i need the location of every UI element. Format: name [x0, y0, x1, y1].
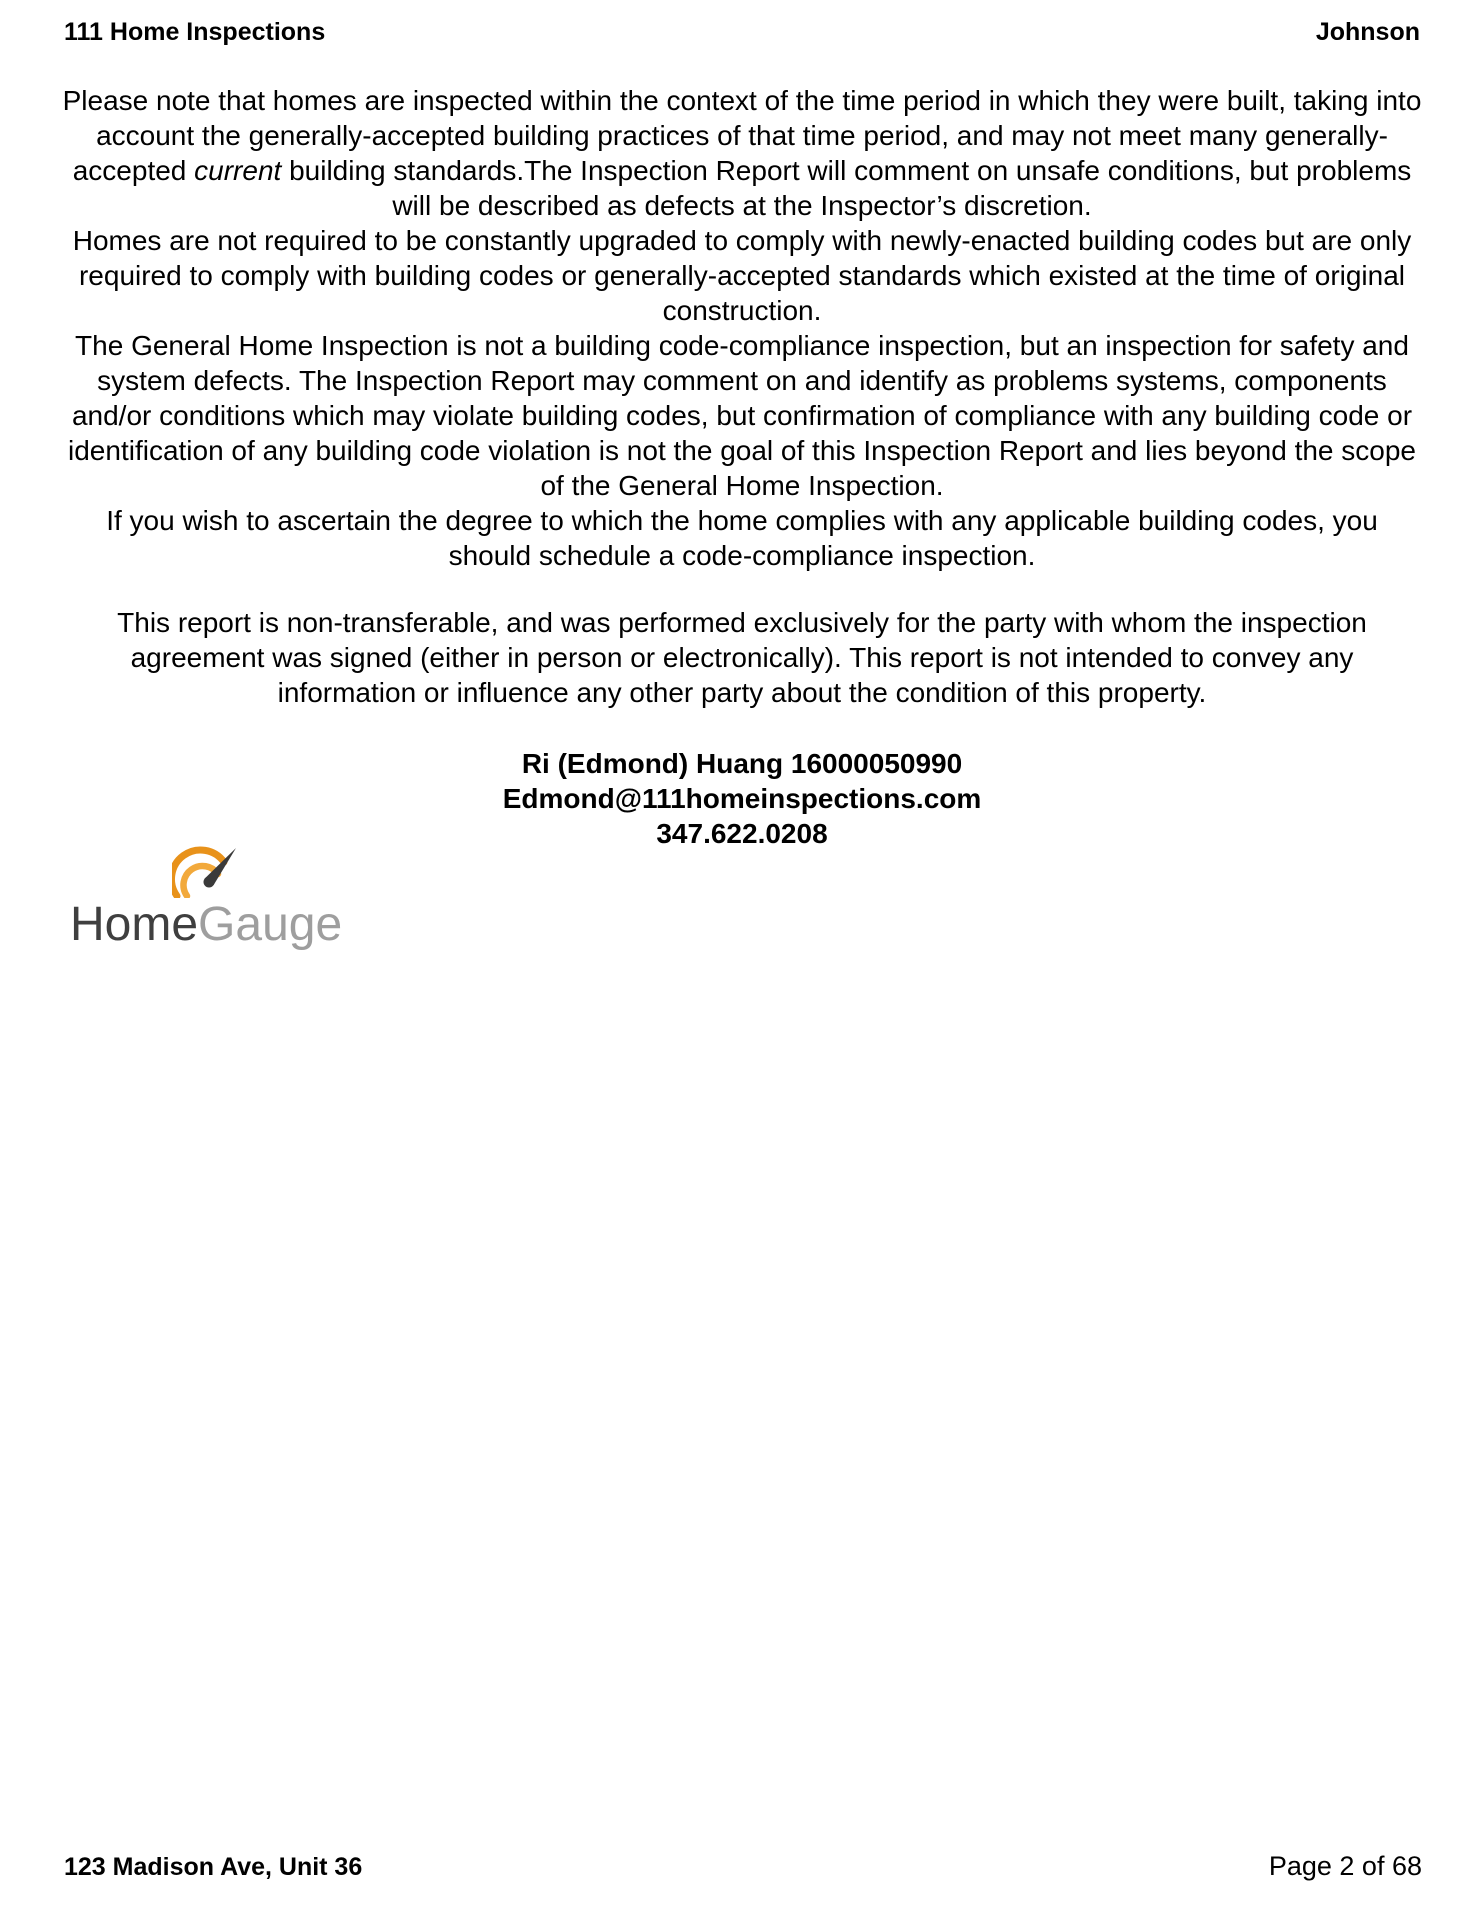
logo-text-gauge: Gauge [198, 898, 343, 951]
report-body [62, 83, 1422, 851]
inspector-name-license: Ri (Edmond) Huang 16000050990 [521, 748, 963, 779]
current-word-italic: current [194, 155, 282, 186]
homegauge-logo [70, 846, 342, 950]
logo-text-home: Home [70, 898, 199, 951]
report-header [64, 18, 1420, 47]
client-name: Johnson [1315, 18, 1420, 46]
ascertain-paragraph: If you wish to ascertain the degree to which the home complies with any applicable building codes, you should schedule a code-compliance inspection. [106, 505, 1378, 571]
report-footer [64, 1851, 1422, 1882]
company-name: 111 Home Inspections [64, 18, 326, 46]
code-compliance-paragraph: The General Home Inspection is not a building code-compliance inspection, but an inspection for safety and system defects. The Inspection Report may comment on and identify as problems systems, components and/or conditions which may violate building codes, but confirmation of compliance with any building code or identification of any building code violation is not the goal of this Inspection Report and lies beyond the scope of the General Home Inspection. [68, 330, 1416, 501]
gauge-icon [70, 846, 342, 898]
page-number: Page 2 of 68 [1268, 1851, 1422, 1881]
inspector-email: Edmond@111homeinspections.com [502, 783, 982, 814]
time-period-text-before: Please note that homes are inspected within the context of the time period in which they were built, taking into account the generally-accepted building practices of that time period, and may not meet many generally-accepted [62, 85, 1422, 186]
property-address: 123 Madison Ave, Unit 36 [64, 1853, 363, 1881]
inspector-contact [62, 746, 1422, 851]
time-period-paragraph [62, 83, 1422, 223]
logo-wordmark [70, 900, 342, 950]
building-codes-paragraph: Homes are not required to be constantly upgraded to comply with newly-enacted building codes but are only required to comply with building codes or generally-accepted standards which existed at the time of original construction. [72, 225, 1412, 326]
inspector-phone: 347.622.0208 [656, 818, 828, 849]
non-transferable-paragraph: This report is non-transferable, and was performed exclusively for the party with whom the inspection agreement was signed (either in person or electronically). This report is not intended to convey any information or influence any other party about the condition of this property. [117, 607, 1367, 708]
time-period-text-after: building standards.The Inspection Report will comment on unsafe conditions, but problems will be described as defects at the Inspector’s discretion. [281, 155, 1412, 221]
